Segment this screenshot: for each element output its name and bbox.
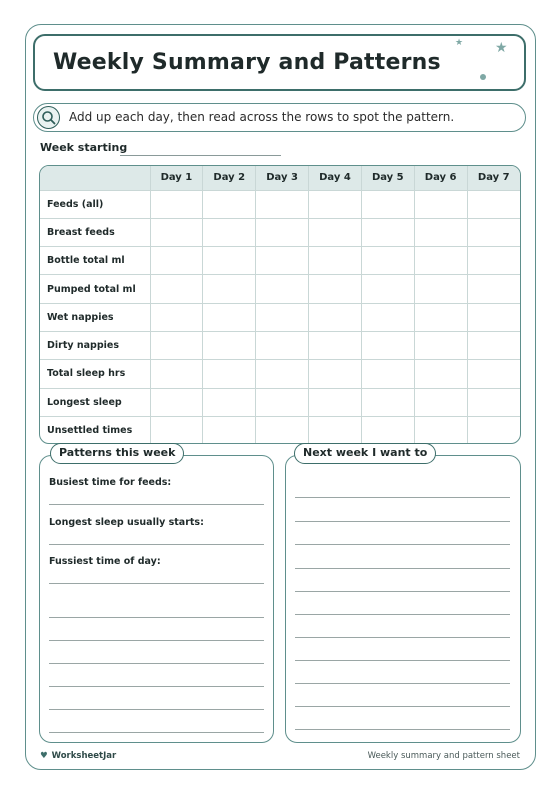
tally-cell[interactable] — [467, 388, 520, 416]
writing-line[interactable] — [295, 637, 510, 638]
tally-cell[interactable] — [467, 247, 520, 275]
week-starting-field[interactable] — [120, 155, 281, 156]
tally-cell[interactable] — [256, 218, 309, 246]
tally-cell[interactable] — [256, 416, 309, 444]
row-label: Feeds (all) — [40, 190, 150, 218]
title-banner — [33, 34, 526, 91]
grid-row — [40, 331, 520, 359]
tally-cell[interactable] — [203, 190, 256, 218]
dot-decoration — [480, 74, 486, 80]
writing-line[interactable] — [49, 544, 264, 545]
tally-cell[interactable] — [414, 218, 467, 246]
week-starting-label: Week starting — [40, 141, 128, 154]
tally-cell[interactable] — [467, 275, 520, 303]
writing-line[interactable] — [295, 614, 510, 615]
grid-corner-cell — [40, 166, 150, 190]
tally-cell[interactable] — [150, 331, 203, 359]
tally-cell[interactable] — [361, 303, 414, 331]
tally-cell[interactable] — [256, 190, 309, 218]
tally-cell[interactable] — [150, 360, 203, 388]
grid-row — [40, 218, 520, 246]
tally-cell[interactable] — [414, 416, 467, 444]
tally-cell[interactable] — [256, 360, 309, 388]
day-header: Day 1 — [150, 166, 203, 190]
writing-line[interactable] — [295, 521, 510, 522]
row-label: Dirty nappies — [40, 331, 150, 359]
row-label: Wet nappies — [40, 303, 150, 331]
writing-line[interactable] — [49, 732, 264, 733]
tally-cell[interactable] — [256, 275, 309, 303]
grid-row — [40, 303, 520, 331]
tally-cell[interactable] — [361, 388, 414, 416]
star-icon: ★ — [495, 40, 508, 56]
tally-cell[interactable] — [150, 303, 203, 331]
tally-cell[interactable] — [309, 331, 362, 359]
row-label: Bottle total ml — [40, 247, 150, 275]
writing-line[interactable] — [49, 709, 264, 710]
tally-cell[interactable] — [414, 388, 467, 416]
tally-cell[interactable] — [414, 247, 467, 275]
day-header: Day 3 — [256, 166, 309, 190]
tally-cell[interactable] — [256, 247, 309, 275]
tally-cell[interactable] — [309, 388, 362, 416]
tally-cell[interactable] — [467, 218, 520, 246]
tally-cell[interactable] — [150, 388, 203, 416]
next-week-panel — [285, 455, 521, 743]
brand-name: WorksheetJar — [51, 751, 117, 761]
footer-brand — [40, 751, 116, 761]
tally-cell[interactable] — [309, 190, 362, 218]
patterns-title: Patterns this week — [50, 443, 184, 464]
row-label: Unsettled times — [40, 416, 150, 444]
grid-row — [40, 275, 520, 303]
tally-cell[interactable] — [309, 416, 362, 444]
tally-cell[interactable] — [361, 247, 414, 275]
tally-cell[interactable] — [361, 190, 414, 218]
footer-note: Weekly summary and pattern sheet — [367, 751, 520, 761]
tally-cell[interactable] — [256, 388, 309, 416]
writing-line[interactable] — [295, 706, 510, 707]
tally-cell[interactable] — [467, 360, 520, 388]
busiest-feeds-prompt: Busiest time for feeds: — [49, 477, 172, 488]
tally-cell[interactable] — [203, 388, 256, 416]
tally-cell[interactable] — [150, 247, 203, 275]
tally-cell[interactable] — [309, 247, 362, 275]
tally-cell[interactable] — [203, 218, 256, 246]
writing-line[interactable] — [49, 686, 264, 687]
tally-cell[interactable] — [203, 360, 256, 388]
tally-cell[interactable] — [203, 416, 256, 444]
tally-cell[interactable] — [150, 416, 203, 444]
grid-row — [40, 190, 520, 218]
grid-row — [40, 388, 520, 416]
tally-cell[interactable] — [203, 275, 256, 303]
tally-cell[interactable] — [150, 190, 203, 218]
day-header: Day 6 — [414, 166, 467, 190]
tally-cell[interactable] — [361, 275, 414, 303]
tally-cell[interactable] — [467, 190, 520, 218]
day-header: Day 4 — [309, 166, 362, 190]
grid-row — [40, 416, 520, 444]
writing-line[interactable] — [295, 729, 510, 730]
writing-line[interactable] — [295, 568, 510, 569]
tally-cell[interactable] — [309, 218, 362, 246]
tally-cell[interactable] — [361, 218, 414, 246]
tally-cell[interactable] — [414, 275, 467, 303]
row-label: Longest sleep — [40, 388, 150, 416]
writing-line[interactable] — [49, 663, 264, 664]
tally-cell[interactable] — [361, 331, 414, 359]
tally-cell[interactable] — [309, 360, 362, 388]
row-label: Breast feeds — [40, 218, 150, 246]
day-header: Day 5 — [361, 166, 414, 190]
fussiest-time-prompt: Fussiest time of day: — [49, 556, 161, 567]
tally-cell[interactable] — [150, 218, 203, 246]
tally-cell[interactable] — [309, 303, 362, 331]
longest-sleep-prompt: Longest sleep usually starts: — [49, 517, 204, 528]
patterns-panel — [39, 455, 274, 743]
writing-line[interactable] — [49, 617, 264, 618]
writing-line[interactable] — [295, 660, 510, 661]
tip-text: Add up each day, then read across the rows to spot the pattern. — [69, 110, 455, 124]
heart-icon: ♥ — [40, 751, 48, 761]
row-label: Total sleep hrs — [40, 360, 150, 388]
tally-cell[interactable] — [414, 190, 467, 218]
magnifier-icon — [37, 106, 60, 129]
writing-line[interactable] — [295, 591, 510, 592]
tally-cell[interactable] — [467, 331, 520, 359]
star-icon: ★ — [455, 38, 464, 48]
tally-cell[interactable] — [309, 275, 362, 303]
tally-cell[interactable] — [414, 360, 467, 388]
tally-cell[interactable] — [203, 303, 256, 331]
grid-row — [40, 247, 520, 275]
writing-line[interactable] — [49, 504, 264, 505]
day-header: Day 2 — [203, 166, 256, 190]
tally-cell[interactable] — [467, 416, 520, 444]
tally-cell[interactable] — [150, 275, 203, 303]
tally-cell[interactable] — [256, 331, 309, 359]
tally-cell[interactable] — [256, 303, 309, 331]
tally-cell[interactable] — [414, 331, 467, 359]
tally-cell[interactable] — [203, 331, 256, 359]
writing-line[interactable] — [295, 544, 510, 545]
tally-cell[interactable] — [361, 360, 414, 388]
writing-line[interactable] — [49, 640, 264, 641]
next-week-title: Next week I want to — [294, 443, 436, 464]
day-header: Day 7 — [467, 166, 520, 190]
tally-cell[interactable] — [203, 247, 256, 275]
tally-cell[interactable] — [414, 303, 467, 331]
tally-cell[interactable] — [361, 416, 414, 444]
writing-line[interactable] — [49, 583, 264, 584]
grid-row — [40, 360, 520, 388]
tally-cell[interactable] — [467, 303, 520, 331]
daily-tally-grid — [39, 165, 521, 444]
row-label: Pumped total ml — [40, 275, 150, 303]
page-title: Weekly Summary and Patterns — [53, 50, 441, 75]
tip-banner — [33, 103, 526, 132]
writing-line[interactable] — [295, 683, 510, 684]
writing-line[interactable] — [295, 497, 510, 498]
grid-header-row — [40, 166, 520, 190]
